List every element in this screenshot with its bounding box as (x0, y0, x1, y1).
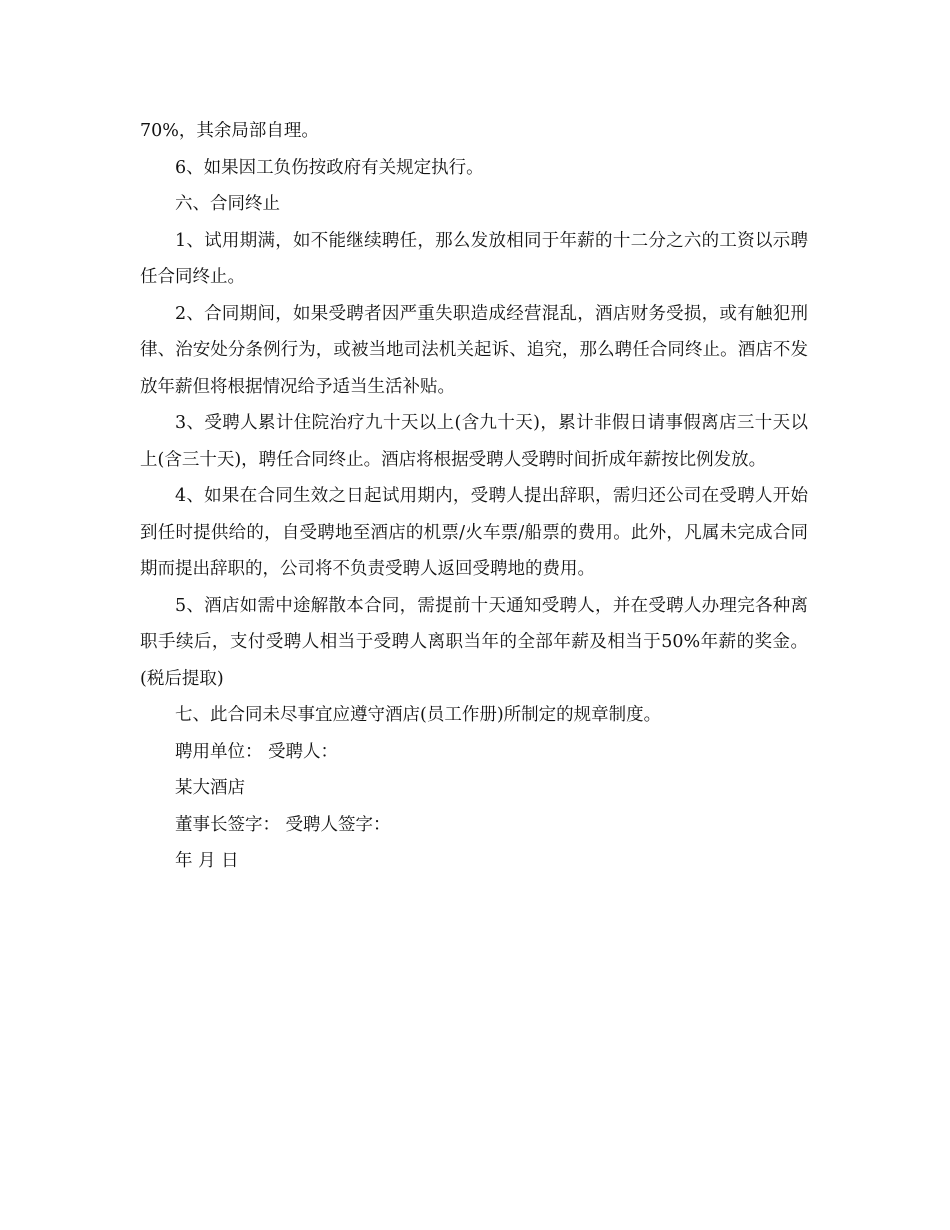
signature-line-parties: 聘用单位： 受聘人： (175, 741, 339, 762)
signature-line-signatures: 董事长签字： 受聘人签字： (175, 814, 391, 835)
document-body (140, 113, 808, 880)
signature-line-date: 年 月 日 (175, 851, 239, 871)
paragraph-serious-misconduct: 2、合同期间，如果受聘者因严重失职造成经营混乱，酒店财务受损，或有触犯刑律、治安处分条例行为，或被当地司法机关起诉、追究，那么聘任合同终止。酒店不发放年薪但将根据情况给予适当生活补贴。 (140, 303, 808, 397)
paragraph-medical-cost-continuation: 70%，其余局部自理。 (140, 121, 319, 141)
signature-line-hotel-name: 某大酒店 (175, 778, 245, 798)
paragraph-hotel-early-termination: 5、酒店如需中途解散本合同，需提前十天通知受聘人，并在受聘人办理完各种离职手续后，支付受聘人相当于受聘人离职当年的全部年薪及相当于50%年薪的奖金。(税后提取) (140, 595, 808, 689)
paragraph-probation-end: 1、试用期满，如不能继续聘任，那么发放相同于年薪的十二分之六的工资以示聘任合同终止。 (140, 230, 808, 287)
section-heading-other-matters: 七、此合同未尽事宜应遵守酒店(员工作册)所制定的规章制度。 (175, 705, 662, 725)
paragraph-work-injury: 6、如果因工负伤按政府有关规定执行。 (175, 157, 484, 178)
section-heading-contract-termination: 六、合同终止 (175, 194, 280, 214)
paragraph-long-absence: 3、受聘人累计住院治疗九十天以上(含九十天)，累计非假日请事假离店三十天以上(含三十天)，聘任合同终止。酒店将根据受聘人受聘时间折成年薪按比例发放。 (140, 413, 808, 470)
paragraph-resignation-costs: 4、如果在合同生效之日起试用期内，受聘人提出辞职，需归还公司在受聘人开始到任时提供给的，自受聘地至酒店的机票/火车票/船票的费用。此外，凡属未完成合同期而提出辞职的，公司将不负责受聘人返回受聘地的费用。 (140, 486, 808, 579)
